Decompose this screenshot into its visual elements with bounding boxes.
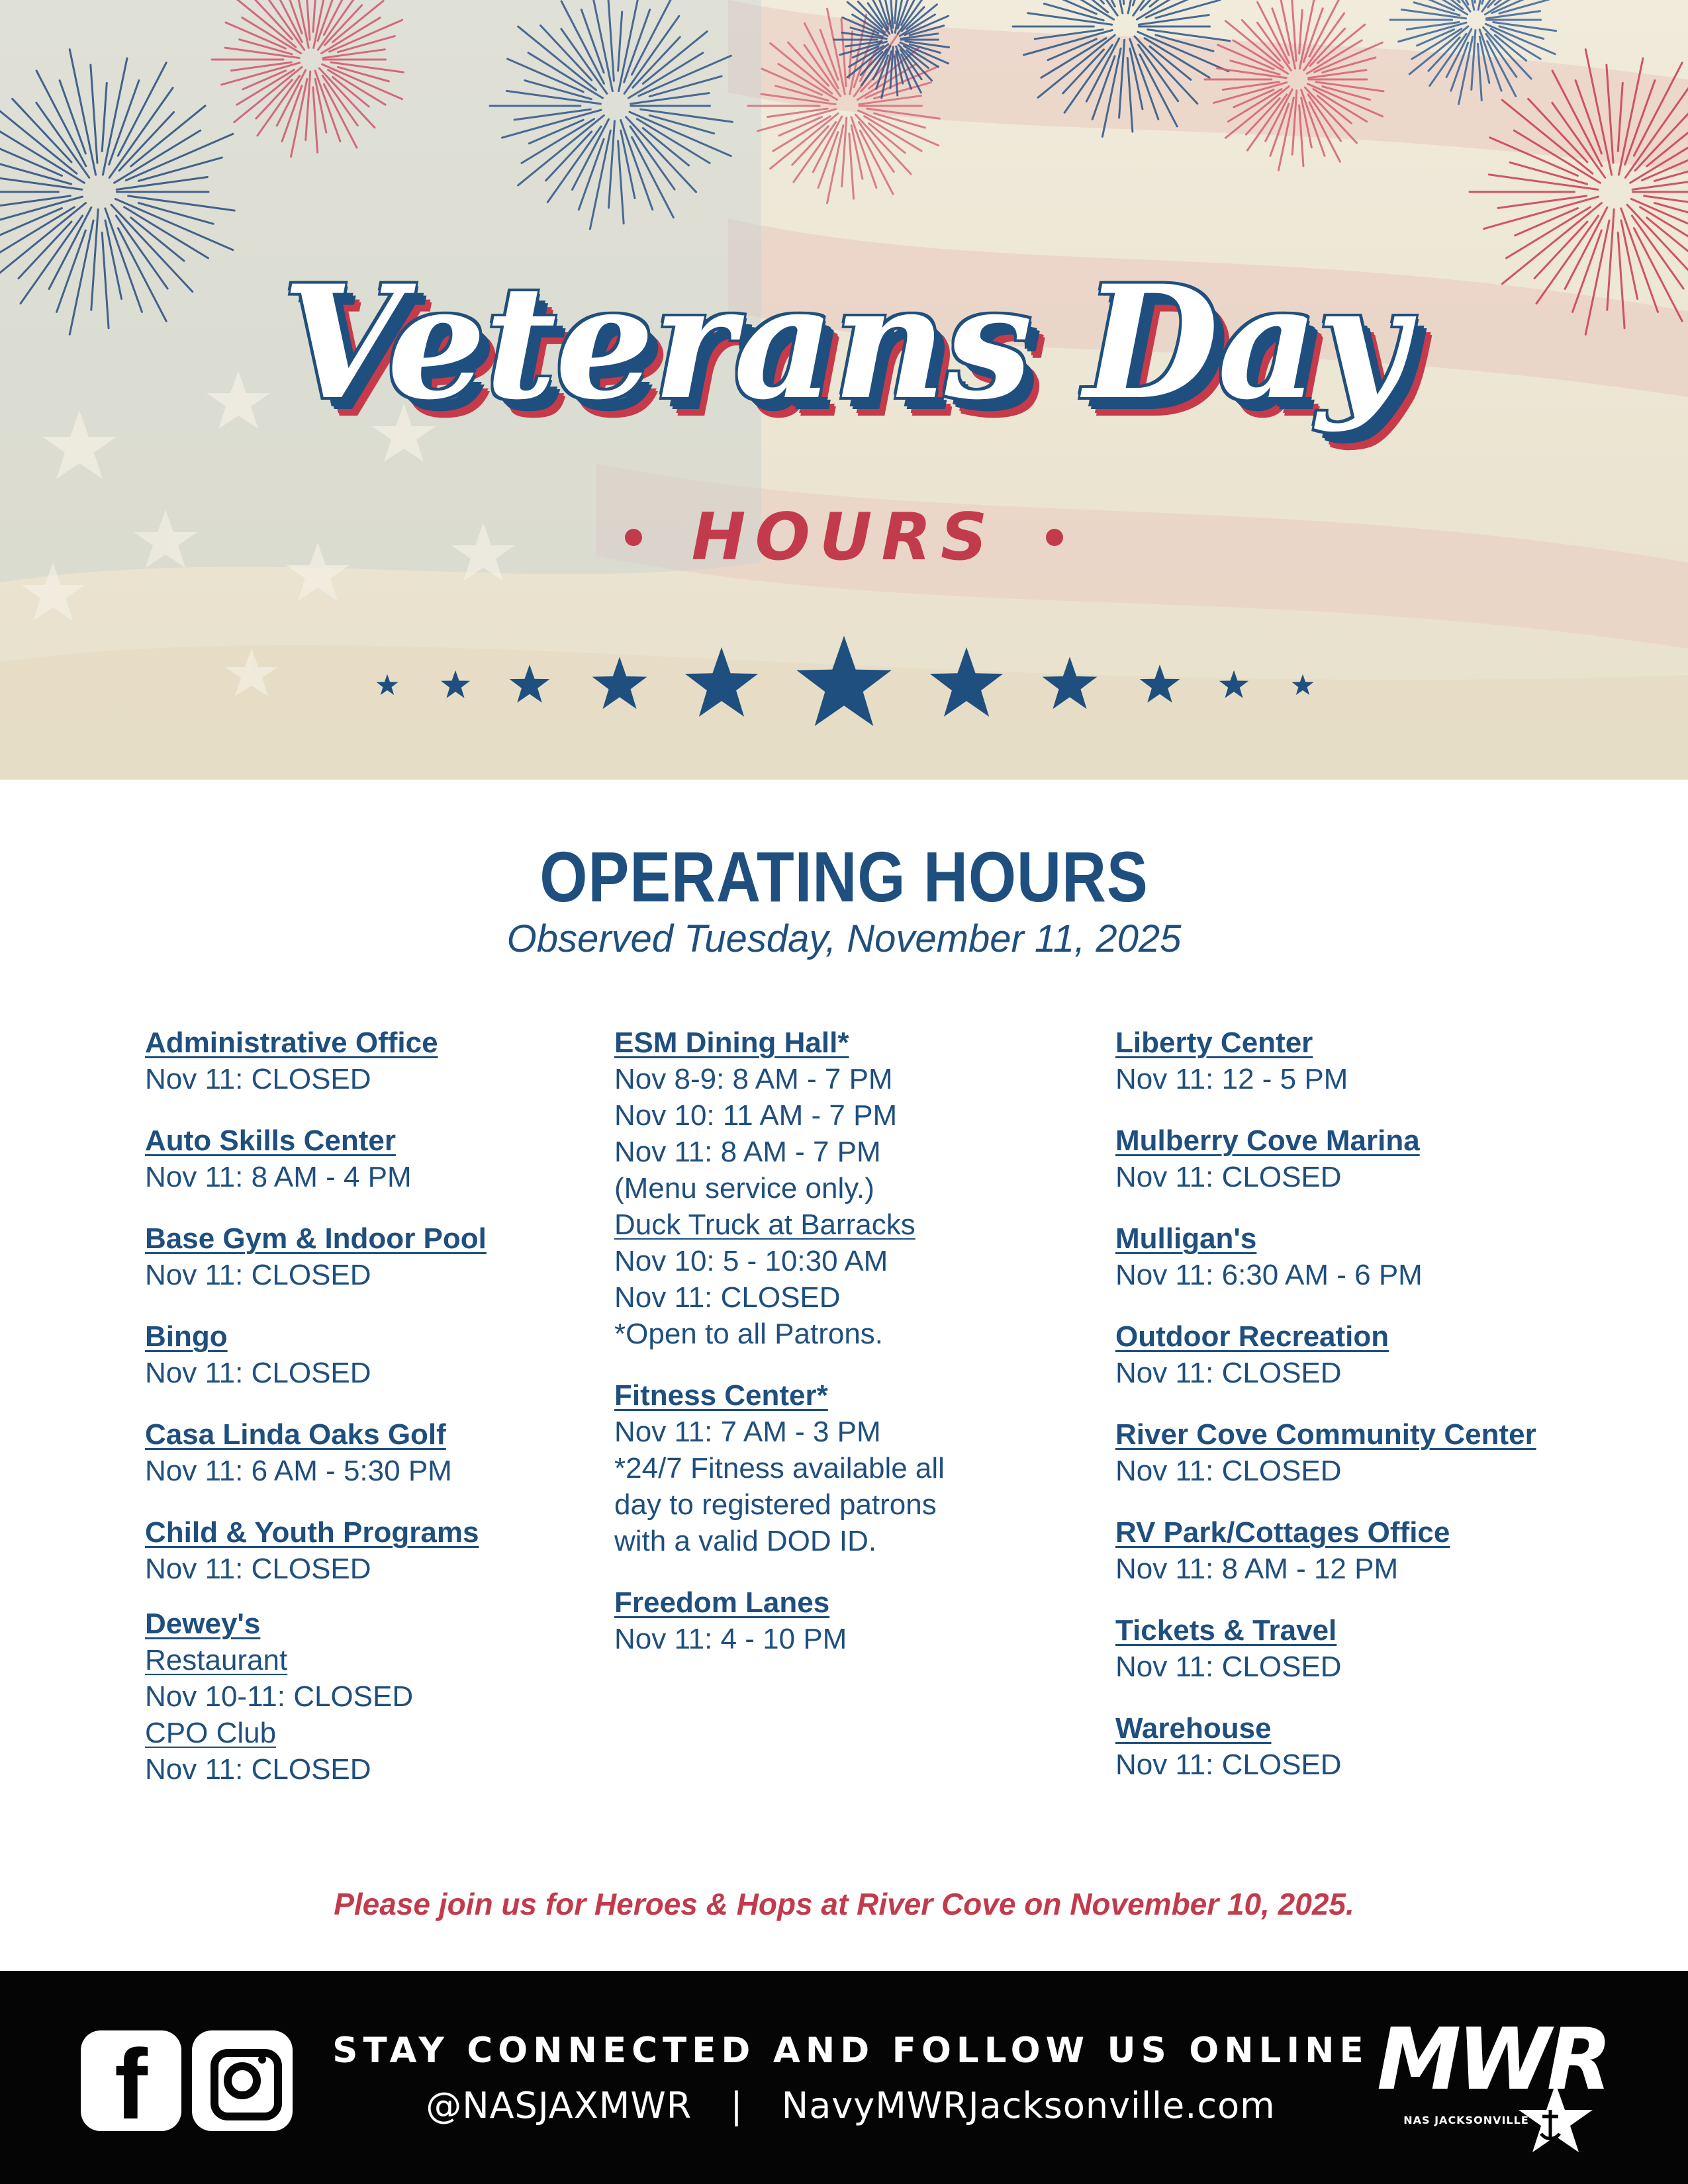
facility-note: with a valid DOD ID.: [614, 1525, 877, 1557]
separator: |: [730, 2085, 743, 2126]
facility-hours: Nov 11: 8 AM - 7 PM: [614, 1136, 881, 1168]
sub-venue-duck-truck[interactable]: Duck Truck at Barracks: [614, 1208, 915, 1241]
facility-auto-skills: [145, 1122, 582, 1195]
dot-left-icon: [625, 529, 642, 546]
facility-rv-park: [1115, 1514, 1618, 1587]
facility-hours: Nov 11: CLOSED: [145, 1553, 371, 1585]
hours-column-2: [614, 1024, 1078, 1657]
instagram-dot: [258, 2056, 266, 2064]
facility-casa-linda-golf: [145, 1416, 582, 1489]
facility-name[interactable]: Auto Skills Center: [145, 1124, 396, 1157]
social-handle[interactable]: @NASJAXMWR: [426, 2085, 692, 2126]
facility-name[interactable]: Fitness Center*: [614, 1379, 828, 1412]
footer-bar: [0, 1971, 1688, 2184]
facility-name[interactable]: Bingo: [145, 1320, 228, 1353]
facility-name[interactable]: Casa Linda Oaks Golf: [145, 1418, 446, 1451]
facility-hours: Nov 10-11: CLOSED: [145, 1680, 414, 1713]
facility-hours: Nov 11: CLOSED: [1115, 1651, 1342, 1683]
operating-hours-title: OPERATING HOURS: [539, 837, 1149, 917]
facility-note: *24/7 Fitness available all: [614, 1452, 945, 1484]
sub-venue-cpo-club[interactable]: CPO Club: [145, 1717, 277, 1749]
facility-deweys: [145, 1606, 582, 1788]
facility-hours: Nov 11: CLOSED: [145, 1753, 371, 1786]
facility-name[interactable]: Freedom Lanes: [614, 1586, 830, 1619]
mwr-logo-text: MWR: [1377, 2011, 1609, 2109]
facility-freedom-lanes: [614, 1584, 1078, 1657]
hours-label: HOURS: [691, 500, 997, 575]
facility-hours: Nov 8-9: 8 AM - 7 PM: [614, 1063, 893, 1095]
facility-hours: Nov 11: 12 - 5 PM: [1115, 1063, 1348, 1095]
facility-outdoor-recreation: [1115, 1318, 1618, 1391]
facility-note: day to registered patrons: [614, 1488, 937, 1521]
facility-hours: Nov 10: 11 AM - 7 PM: [614, 1099, 898, 1132]
social-handle-row: [291, 2085, 1410, 2126]
hours-heading: [0, 500, 1688, 575]
facility-hours: Nov 11: 8 AM - 4 PM: [145, 1161, 412, 1193]
facility-liberty-center: [1115, 1024, 1618, 1097]
promo-message: Please join us for Heroes & Hops at River Cove on November 10, 2025.: [334, 1887, 1354, 1921]
facility-base-gym: [145, 1220, 582, 1293]
hours-column-1: [145, 1024, 582, 1788]
veterans-day-title: Veterans Day: [282, 251, 1406, 434]
facility-child-youth: [145, 1514, 582, 1587]
facility-name[interactable]: ESM Dining Hall*: [614, 1026, 849, 1059]
facility-hours: Nov 11: 7 AM - 3 PM: [614, 1416, 881, 1448]
facility-hours: Nov 10: 5 - 10:30 AM: [614, 1245, 888, 1277]
facility-name[interactable]: RV Park/Cottages Office: [1115, 1516, 1450, 1549]
mwr-logo: [1377, 2011, 1609, 2156]
facility-hours: Nov 11: CLOSED: [1115, 1455, 1342, 1487]
facility-note: (Menu service only.): [614, 1172, 874, 1205]
facility-esm-dining-hall: [614, 1024, 1078, 1352]
facility-hours: Nov 11: 6:30 AM - 6 PM: [1115, 1259, 1423, 1291]
facility-tickets-travel: [1115, 1612, 1618, 1685]
facility-mulberry-cove-marina: [1115, 1122, 1618, 1195]
facility-name[interactable]: Warehouse: [1115, 1712, 1272, 1745]
instagram-lens: [224, 2062, 261, 2099]
hours-column-3: [1115, 1024, 1618, 1783]
facility-name[interactable]: Administrative Office: [145, 1026, 438, 1059]
facility-note: *Open to all Patrons.: [614, 1318, 884, 1350]
facility-hours: Nov 11: CLOSED: [1115, 1357, 1342, 1389]
sub-venue-restaurant[interactable]: Restaurant: [145, 1644, 288, 1676]
facility-hours: Nov 11: CLOSED: [614, 1281, 841, 1314]
facility-hours: Nov 11: CLOSED: [1115, 1749, 1342, 1781]
facility-river-cove: [1115, 1416, 1618, 1489]
facility-hours: Nov 11: CLOSED: [145, 1063, 371, 1095]
facility-bingo: [145, 1318, 582, 1391]
stay-connected-text: STAY CONNECTED AND FOLLOW US ONLINE: [332, 2030, 1369, 2071]
facility-warehouse: [1115, 1710, 1618, 1783]
facility-name[interactable]: Tickets & Travel: [1115, 1614, 1337, 1647]
dot-right-icon: [1046, 529, 1063, 546]
facility-name[interactable]: River Cove Community Center: [1115, 1418, 1536, 1451]
facility-name[interactable]: Mulberry Cove Marina: [1115, 1124, 1420, 1157]
facility-hours: Nov 11: CLOSED: [145, 1259, 371, 1291]
facebook-icon[interactable]: [81, 2028, 181, 2140]
facility-name[interactable]: Outdoor Recreation: [1115, 1320, 1389, 1353]
facebook-f-glyph: f: [115, 2028, 148, 2140]
facility-hours: Nov 11: 8 AM - 12 PM: [1115, 1553, 1399, 1585]
facility-name[interactable]: Mulligan's: [1115, 1222, 1257, 1255]
facility-hours: Nov 11: CLOSED: [1115, 1161, 1342, 1193]
instagram-icon[interactable]: [192, 2030, 293, 2131]
facility-hours: Nov 11: CLOSED: [145, 1357, 371, 1389]
facility-name[interactable]: Dewey's: [145, 1608, 261, 1640]
observed-date: Observed Tuesday, November 11, 2025: [506, 917, 1182, 960]
facility-name[interactable]: Liberty Center: [1115, 1026, 1313, 1059]
facility-hours: Nov 11: 6 AM - 5:30 PM: [145, 1455, 452, 1487]
website-link[interactable]: NavyMWRJacksonville.com: [781, 2085, 1276, 2126]
facility-name[interactable]: Base Gym & Indoor Pool: [145, 1222, 487, 1255]
facility-administrative-office: [145, 1024, 582, 1097]
nas-jacksonville-label: NAS JACKSONVILLE: [1403, 2114, 1529, 2126]
facility-hours: Nov 11: 4 - 10 PM: [614, 1623, 847, 1655]
facility-mulligans: [1115, 1220, 1618, 1293]
facility-fitness-center: [614, 1377, 1078, 1559]
facility-name[interactable]: Child & Youth Programs: [145, 1516, 479, 1549]
hero-banner: [0, 0, 1688, 780]
